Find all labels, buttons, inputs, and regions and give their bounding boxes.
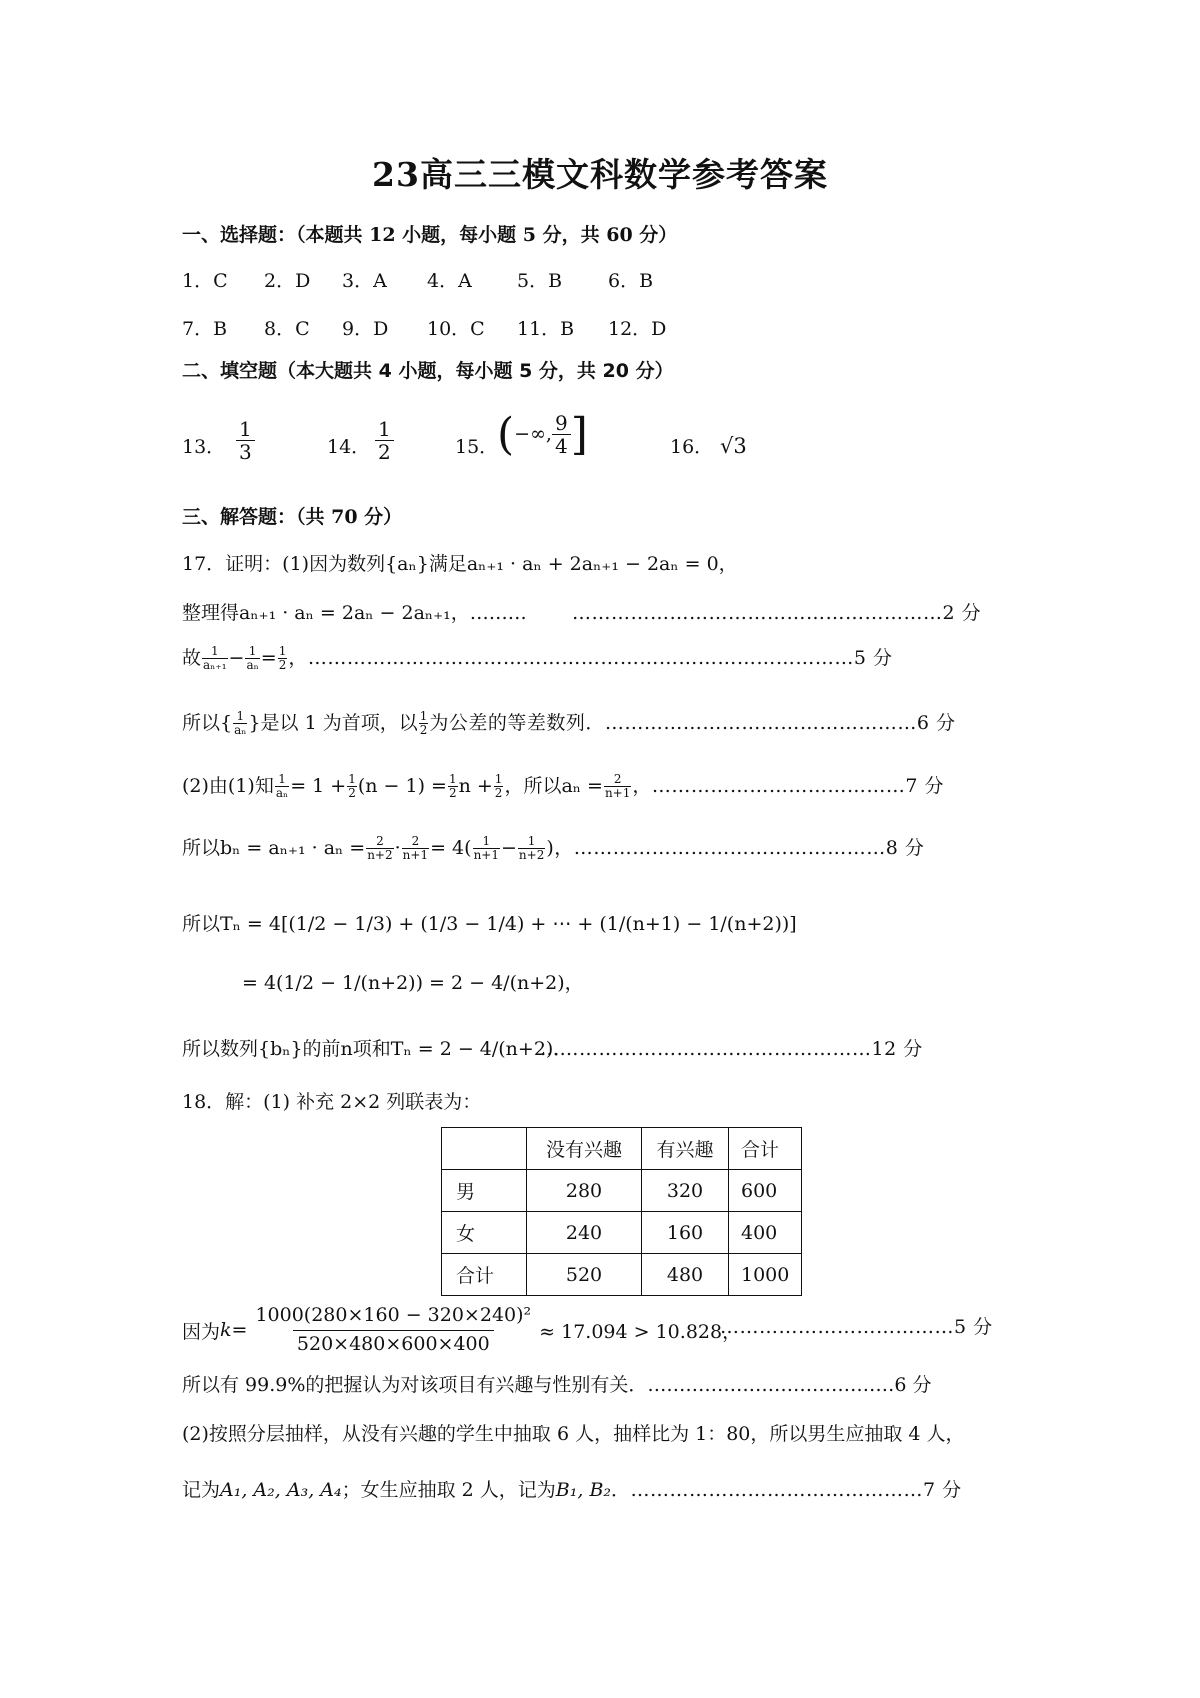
denominator: 2 [278,657,287,672]
k-variable: k [220,1319,232,1342]
denominator: 2 [419,722,428,737]
text: · [394,836,401,859]
text: = 1 + [290,774,347,797]
text: = [260,646,277,669]
text: 因为 [182,1320,221,1343]
contingency-table [441,1127,802,1296]
table-header-row [442,1128,802,1170]
fraction [473,835,500,861]
text: (2)由(1)知 [182,774,274,797]
answer-item: 12．D [608,318,667,340]
numerator: 1 [278,772,286,786]
p17-line-2-dots: …………………………………………………2 分 [572,602,982,624]
denominator: n+2 [367,847,393,862]
table-cell: 男 [442,1170,527,1212]
p18-line-4: (2)按照分层抽样，从没有兴趣的学生中抽取 6 人，抽样比为 1：80，所以男生应抽取 4 人， [182,1423,965,1445]
text: 记为 [182,1479,221,1501]
text: ，所以aₙ = [504,774,603,797]
text: = 4( [430,836,472,859]
k-statistic [182,1304,741,1357]
table-cell: 1000 [729,1254,802,1296]
answer-item: 5．B [517,270,563,292]
text: ；女生应抽取 2 人，记为 [341,1479,556,1501]
section-heading-solve: 三、解答题：（共 70 分） [182,506,403,528]
text: }是以 1 为首项，以 [248,711,418,734]
answer-item: 10．C [427,318,485,340]
section-heading-fill: 二、填空题（本大题共 4 小题，每小题 5 分，共 20 分） [182,360,674,382]
numerator: 1 [278,644,287,658]
table-cell: 320 [642,1170,729,1212]
denominator: n+1 [402,847,429,862]
q14-numerator: 1 [378,417,391,441]
table-row [442,1212,802,1254]
p18-line-3: 所以有 99.9%的把握认为对该项目有兴趣与性别有关．…………………………………6 分 [182,1374,932,1396]
q14-label: 14． [327,436,371,458]
p17-line-5 [182,773,944,799]
denominator: aₙ [234,722,247,737]
answer-item: 7．B [182,318,228,340]
text: 故 [182,646,202,669]
table-cell: 240 [527,1212,642,1254]
p18-line-5-dots: ．………………………………………7 分 [611,1479,962,1501]
numerator: 1 [236,709,245,723]
answer-item: 11．B [517,318,575,340]
fraction [245,645,259,671]
answer-item: 1．C [182,270,228,292]
answer-item: 4．A [427,270,472,292]
q13-label: 13． [182,436,226,458]
vars-female: B₁, B₂ [555,1479,612,1501]
q14-fraction [375,418,394,463]
table-header-cell: 合计 [729,1128,802,1170]
text: ≈ 17.094 > 10.828， [539,1320,742,1343]
fraction [202,645,228,671]
numerator: 1 [419,709,428,723]
numerator: 1 [210,644,219,658]
q13-numerator: 1 [239,417,252,441]
page-title: 23高三三模文科数学参考答案 [372,155,828,194]
numerator: 1 [527,834,536,848]
table-cell: 女 [442,1212,527,1254]
fraction [448,773,458,799]
q16-value: √3 [720,434,747,458]
fraction [275,773,289,799]
q15-left: −∞, [514,423,552,445]
text: 所以bₙ = aₙ₊₁ · aₙ = [182,836,366,859]
table-header-cell: 没有兴趣 [527,1128,642,1170]
text: = [231,1319,248,1342]
table-cell: 280 [527,1170,642,1212]
numerator: 1 [482,834,491,848]
numerator: 2 [376,834,384,848]
fraction [419,710,429,736]
answer-item: 6．B [608,270,654,292]
q13-fraction [236,418,255,463]
q15-label: 15． [455,436,499,458]
fraction [402,835,429,861]
denominator: n+1 [604,785,631,800]
p17-line-4 [182,710,956,736]
q14-denominator: 2 [375,440,394,463]
denominator: n+2 [518,847,545,862]
text: − [228,646,245,669]
p18-line-5 [182,1481,962,1500]
table-cell [442,1128,527,1170]
numerator: 1 [494,772,503,786]
answer-item: 9．D [342,318,389,340]
k-denominator: 520×480×600×400 [293,1330,494,1357]
table-row [442,1170,802,1212]
numerator: 1 [448,772,457,786]
table-cell: 520 [527,1254,642,1296]
fraction [233,710,247,736]
text: − [500,836,517,859]
fraction [366,835,393,861]
fraction [604,773,631,799]
denominator: aₙ [246,657,259,672]
p17-line-3 [182,645,893,671]
q15-denominator: 4 [552,434,571,457]
denominator: 2 [448,785,457,800]
q15-interval [497,408,588,460]
p17-line-6 [182,835,924,861]
answer-item: 3．A [342,270,387,292]
denominator: n+1 [473,847,499,862]
table-header-cell: 有兴趣 [642,1128,729,1170]
q15-close-bracket: ] [570,408,588,460]
denominator: 2 [348,785,356,800]
text: 为公差的等差数列．…………………………………………6 分 [429,711,956,734]
p17-line-5-dots: ，…………………………………7 分 [632,774,945,797]
numerator: 1 [248,644,257,658]
p17-line-2 [182,604,527,623]
table-cell: 160 [642,1212,729,1254]
table-cell: 480 [642,1254,729,1296]
numerator: 1 [348,772,356,786]
numerator: 2 [613,772,622,786]
k-numerator: 1000(280×160 − 320×240)² [255,1304,532,1326]
p17-line-2-text: 整理得aₙ₊₁ · aₙ = 2aₙ − 2aₙ₊₁，……… [182,602,527,624]
fraction [278,645,288,671]
q15-numerator: 9 [554,411,568,435]
table-cell: 400 [729,1212,802,1254]
answer-item: 8．C [264,318,310,340]
table-cell: 600 [729,1170,802,1212]
fraction [347,773,357,799]
text: (n − 1) = [357,774,447,797]
p18-line-1: 18．解：(1) 补充 2×2 列联表为： [182,1091,482,1113]
q16-label: 16． [670,436,714,458]
numerator: 2 [411,834,420,848]
section-heading-choice: 一、选择题：（本题共 12 小题，每小题 5 分，共 60 分） [182,224,678,246]
denominator: aₙ₊₁ [203,657,227,672]
q15-fraction [552,412,571,457]
fraction [518,835,545,861]
q13-denominator: 3 [236,440,255,463]
p17-line-1: 17．证明：(1)因为数列{aₙ}满足aₙ₊₁ · aₙ + 2aₙ₊₁ − 2aₙ = 0， [182,553,738,575]
vars-male: A₁, A₂, A₃, A₄ [220,1479,342,1501]
table-row [442,1254,802,1296]
text: n + [458,774,493,797]
k-dots: ………………………………5 分 [720,1316,993,1338]
k-fraction [251,1304,535,1357]
p17-line-7: 所以Tₙ = 4[(1/2 − 1/3) + (1/3 − 1/4) + ⋯ + (1/(n+1) − 1/(n+2))] [182,913,797,935]
p17-line-6-dots: )，…………………………………………8 分 [546,836,925,859]
table-cell: 合计 [442,1254,527,1296]
denominator: 2 [494,785,503,800]
text: 所以{ [182,711,233,734]
p17-line-3-dots: ，…………………………………………………………………………5 分 [288,646,893,669]
q15-open-paren: ( [497,408,515,460]
answer-item: 2．D [264,270,311,292]
p17-line-9: 所以数列{bₙ}的前n项和Tₙ = 2 − 4/(n+2)． [182,1038,573,1060]
p17-line-8: = 4(1/2 − 1/(n+2)) = 2 − 4/(n+2)， [242,972,584,994]
denominator: aₙ [275,785,289,800]
p17-line-9-dots: ……………………………………………12 分 [540,1038,923,1060]
fraction [494,773,504,799]
